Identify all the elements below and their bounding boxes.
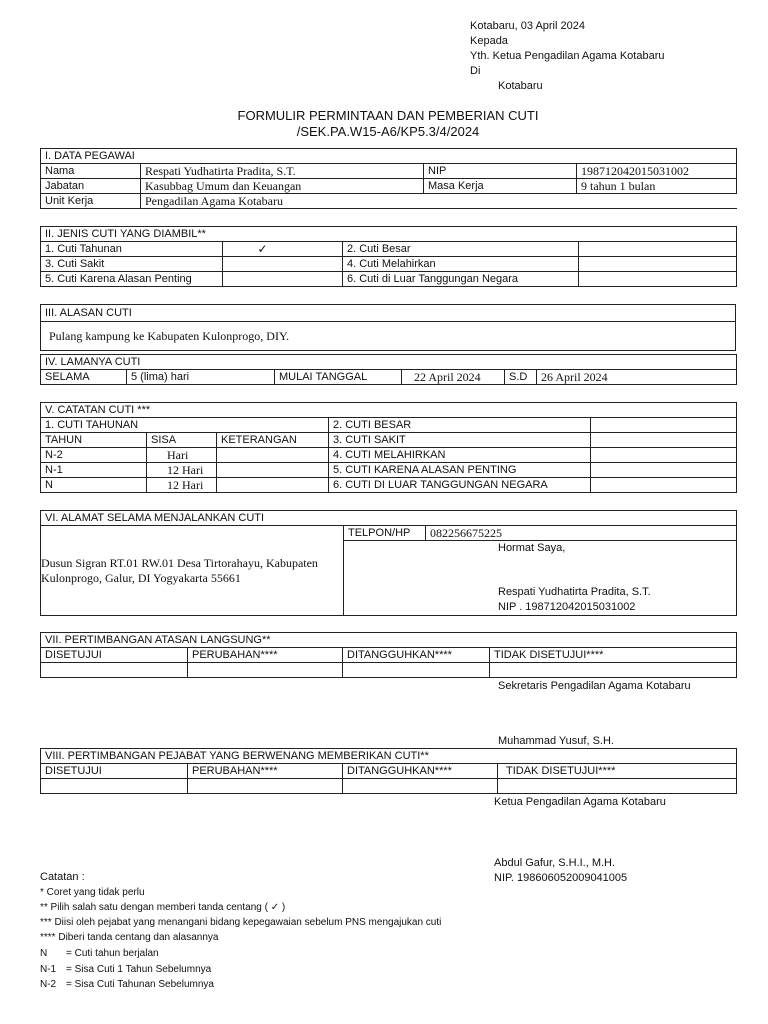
cuti-melahirkan-label: 4. Cuti Melahirkan: [343, 257, 579, 272]
pertimbangan-pejabat-table: [40, 748, 737, 794]
applicant-name: Respati Yudhatirta Pradita, S.T.: [498, 586, 651, 598]
cuti-sakit-label: 3. Cuti Sakit: [41, 257, 223, 272]
perubahan-check[interactable]: [188, 663, 343, 678]
section-heading: VIII. PERTIMBANGAN PEJABAT YANG BERWENANG MEMBERIKAN CUTI**: [41, 749, 737, 764]
disetujui-label: DISETUJUI: [41, 648, 188, 663]
sisa-cell: 12 Hari: [147, 463, 217, 478]
tahun-cell: N: [41, 478, 147, 493]
section-heading: VII. PERTIMBANGAN ATASAN LANGSUNG**: [41, 633, 737, 648]
note-1: * Coret yang tidak perlu: [40, 887, 145, 898]
tidak-disetujui-check[interactable]: [490, 663, 737, 678]
masa-kerja-label: Masa Kerja: [424, 179, 577, 194]
col-keterangan: KETERANGAN: [217, 433, 329, 448]
note-2: ** Pilih salah satu dengan memberi tanda centang ( ✓ ): [40, 902, 286, 913]
jabatan-label: Jabatan: [41, 179, 141, 194]
cuti-melahirkan-row: 4. CUTI MELAHIRKAN: [329, 448, 591, 463]
atasan-title: Sekretaris Pengadilan Agama Kotabaru: [498, 680, 691, 692]
section-heading: III. ALASAN CUTI: [41, 305, 736, 322]
cuti-besar-check[interactable]: [579, 242, 737, 257]
to-label: Kepada: [470, 35, 508, 47]
note-4: **** Diberi tanda centang dan alasannya: [40, 932, 219, 943]
jabatan-value: Kasubbag Umum dan Keuangan: [141, 179, 424, 194]
mulai-value: 22 April 2024: [402, 370, 505, 385]
section-heading: V. CATATAN CUTI ***: [41, 403, 737, 418]
unit-kerja-value: Pengadilan Agama Kotabaru: [141, 194, 737, 209]
cuti-tahunan-heading: 1. CUTI TAHUNAN: [41, 418, 329, 433]
keterangan-cell: [217, 448, 329, 463]
alasan-cuti-table: [40, 304, 736, 351]
address-cell: [41, 526, 344, 616]
sisa-cell: Hari: [147, 448, 217, 463]
cuti-penting-row: 5. CUTI KARENA ALASAN PENTING: [329, 463, 591, 478]
tidak-disetujui-label: TIDAK DISETUJUI****: [498, 764, 737, 779]
alamat-cuti-table: [40, 510, 737, 616]
check-icon[interactable]: ✓: [223, 242, 343, 257]
cuti-sakit-note: [591, 433, 737, 448]
applicant-nip: NIP . 198712042015031002: [498, 601, 636, 613]
keterangan-cell: [217, 463, 329, 478]
col-sisa: SISA: [147, 433, 217, 448]
perubahan-check[interactable]: [188, 779, 343, 794]
cuti-besar-row: 2. CUTI BESAR: [329, 418, 591, 433]
masa-kerja-value: 9 tahun 1 bulan: [577, 179, 737, 194]
cuti-luar-row: 6. CUTI DI LUAR TANGGUNGAN NEGARA: [329, 478, 591, 493]
recipient: Yth. Ketua Pengadilan Agama Kotabaru: [470, 50, 665, 62]
signature-cell: [344, 541, 737, 616]
cuti-luar-note: [591, 478, 737, 493]
cuti-sakit-row: 3. CUTI SAKIT: [329, 433, 591, 448]
form-title: FORMULIR PERMINTAAN DAN PEMBERIAN CUTI: [237, 108, 539, 123]
note-7-key: N-2: [40, 979, 57, 990]
pejabat-name: Abdul Gafur, S.H.I., M.H.: [494, 857, 616, 869]
pejabat-nip: NIP. 198606052009041005: [494, 872, 628, 884]
col-tahun: TAHUN: [41, 433, 147, 448]
nama-label: Nama: [41, 164, 141, 179]
note-5-key: N: [40, 948, 48, 959]
pejabat-title: Ketua Pengadilan Agama Kotabaru: [494, 796, 666, 808]
note-3: *** Diisi oleh pejabat yang menangani bidang kepegawaian sebelum PNS mengajukan cuti: [40, 917, 442, 928]
perubahan-label: PERUBAHAN****: [188, 648, 343, 663]
note-6-value: = Sisa Cuti 1 Tahun Sebelumnya: [66, 964, 212, 975]
note-5-value: = Cuti tahun berjalan: [66, 948, 159, 959]
section-heading: II. JENIS CUTI YANG DIAMBIL**: [41, 227, 737, 242]
cuti-luar-check[interactable]: [579, 272, 737, 287]
form-number: /SEK.PA.W15-A6/KP5.3/4/2024: [296, 124, 480, 139]
cuti-sakit-check[interactable]: [223, 257, 343, 272]
disetujui-label: DISETUJUI: [41, 764, 188, 779]
nama-value: Respati Yudhatirta Pradita, S.T.: [141, 164, 424, 179]
recipient-city: Kotabaru: [498, 80, 543, 92]
section-heading: IV. LAMANYA CUTI: [41, 355, 737, 370]
nip-value: 198712042015031002: [577, 164, 737, 179]
ditangguhkan-label: DITANGGUHKAN****: [343, 764, 498, 779]
selama-value: 5 (lima) hari: [127, 370, 275, 385]
ditangguhkan-check[interactable]: [343, 663, 490, 678]
sisa-cell: 12 Hari: [147, 478, 217, 493]
catatan-cuti-table: [40, 402, 737, 493]
sd-label: S.D: [505, 370, 537, 385]
cuti-melahirkan-check[interactable]: [579, 257, 737, 272]
cuti-melahirkan-note: [591, 448, 737, 463]
section-heading: I. DATA PEGAWAI: [41, 149, 737, 164]
perubahan-label: PERUBAHAN****: [188, 764, 343, 779]
cuti-penting-check[interactable]: [223, 272, 343, 287]
lamanya-cuti-table: [40, 354, 737, 385]
telpon-value: 082256675225: [426, 526, 737, 541]
cuti-tahunan-label: 1. Cuti Tahunan: [41, 242, 223, 257]
ditangguhkan-label: DITANGGUHKAN****: [343, 648, 490, 663]
cuti-penting-note: [591, 463, 737, 478]
atasan-name: Muhammad Yusuf, S.H.: [498, 735, 614, 747]
mulai-label: MULAI TANGGAL: [275, 370, 402, 385]
cuti-besar-note: [591, 418, 737, 433]
data-pegawai-table: [40, 148, 737, 209]
tidak-disetujui-label: TIDAK DISETUJUI****: [490, 648, 737, 663]
tahun-cell: N-1: [41, 463, 147, 478]
cuti-penting-label: 5. Cuti Karena Alasan Penting: [41, 272, 223, 287]
tidak-disetujui-check[interactable]: [498, 779, 737, 794]
keterangan-cell: [217, 478, 329, 493]
address-line-1: Dusun Sigran RT.01 RW.01 Desa Tirtorahayu, Kabupaten: [41, 555, 318, 570]
section-heading: VI. ALAMAT SELAMA MENJALANKAN CUTI: [41, 511, 737, 526]
tahun-cell: N-2: [41, 448, 147, 463]
cuti-luar-label: 6. Cuti di Luar Tanggungan Negara: [343, 272, 579, 287]
note-7-value: = Sisa Cuti Tahunan Sebelumnya: [66, 979, 214, 990]
ditangguhkan-check[interactable]: [343, 779, 498, 794]
notes-heading: Catatan :: [40, 871, 85, 883]
disetujui-check[interactable]: [41, 663, 188, 678]
telpon-label: TELPON/HP: [344, 526, 426, 541]
place-date: Kotabaru, 03 April 2024: [470, 20, 585, 32]
disetujui-check[interactable]: [41, 779, 188, 794]
address-line-2: Kulonprogo, Galur, DI Yogyakarta 55661: [41, 570, 241, 585]
alasan-value: Pulang kampung ke Kabupaten Kulonprogo, DIY.: [41, 322, 736, 351]
jenis-cuti-table: [40, 226, 737, 287]
hormat-saya: Hormat Saya,: [498, 542, 566, 554]
di-label: Di: [470, 65, 481, 77]
note-6-key: N-1: [40, 964, 57, 975]
cuti-besar-label: 2. Cuti Besar: [343, 242, 579, 257]
pertimbangan-atasan-table: [40, 632, 737, 678]
selama-label: SELAMA: [41, 370, 127, 385]
unit-kerja-label: Unit Kerja: [41, 194, 141, 209]
sd-value: 26 April 2024: [537, 370, 737, 385]
nip-label: NIP: [424, 164, 577, 179]
